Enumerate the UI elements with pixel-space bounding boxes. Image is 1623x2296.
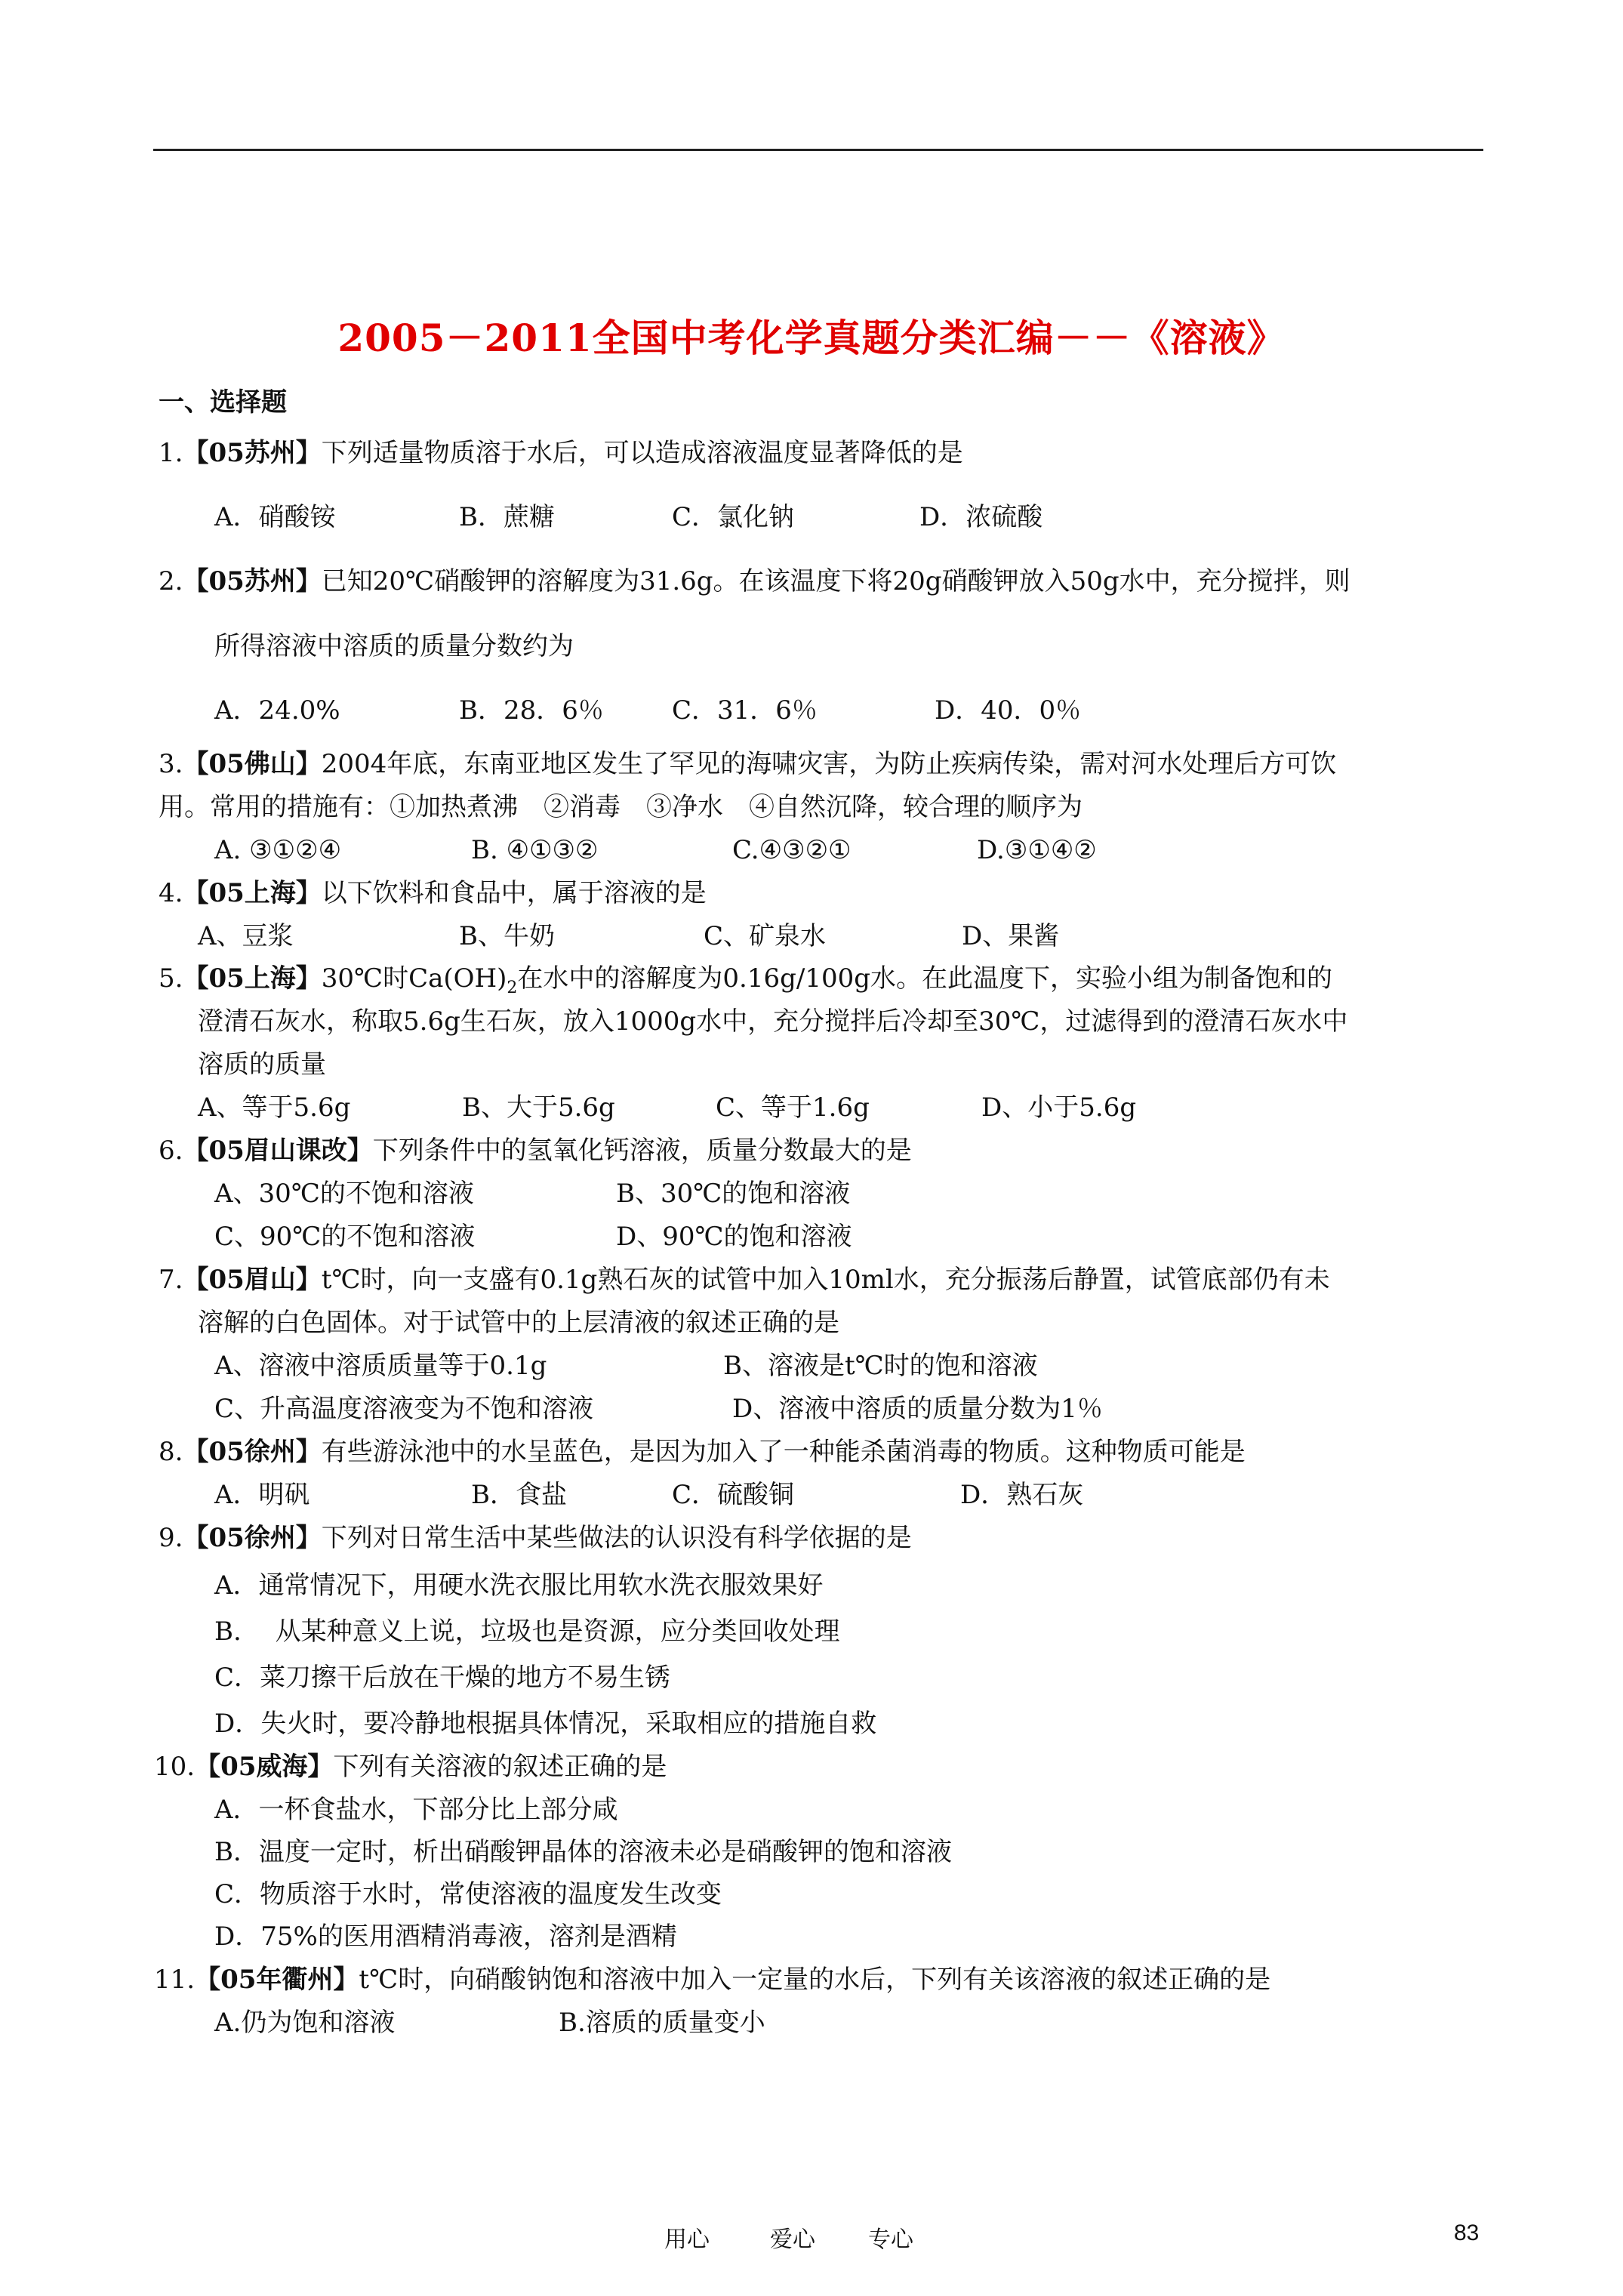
- option-a: A、30℃的不饱和溶液: [214, 1179, 474, 1209]
- question-6: [159, 1136, 912, 1166]
- question-text: t℃时，向硝酸钠饱和溶液中加入一定量的水后，下列有关该溶液的叙述正确的是: [359, 1965, 1271, 1995]
- option-c: C．硫酸铜: [672, 1480, 795, 1510]
- option-a: A．一杯食盐水，下部分比上部分咸: [214, 1795, 618, 1825]
- option-c: C、90℃的不饱和溶液: [214, 1222, 476, 1252]
- option-a: A.仍为饱和溶液: [214, 2008, 396, 2038]
- page-number: 83: [1454, 2220, 1480, 2245]
- option-c: C．物质溶于水时，常使溶液的温度发生改变: [214, 1879, 722, 1909]
- option-d: D.③①④②: [977, 835, 1097, 865]
- option-d: D、果酱: [962, 921, 1060, 951]
- header-rule: [153, 149, 1483, 151]
- question-text: 下列适量物质溶于水后，可以造成溶液温度显著降低的是: [321, 438, 963, 468]
- question-source-tag: 【05徐州】: [183, 1437, 322, 1467]
- question-source-tag: 【05年衢州】: [195, 1965, 359, 1995]
- question-3: [159, 749, 1336, 779]
- question-5: [159, 963, 1332, 1003]
- question-text: 30℃时Ca(OH): [321, 963, 507, 994]
- question-10: [154, 1752, 667, 1782]
- question-number: 3.: [159, 749, 183, 779]
- question-text-continued: 所得溶液中溶质的质量分数约为: [214, 631, 574, 661]
- option-b: B．食盐: [471, 1480, 567, 1510]
- option-b: B. ④①③②: [471, 835, 599, 865]
- option-a: A、溶液中溶质质量等于0.1g: [214, 1351, 547, 1381]
- question-text: 2004年底，东南亚地区发生了罕见的海啸灾害，为防止疾病传染，需对河水处理后方可饮: [321, 749, 1337, 779]
- option-b: B、牛奶: [459, 921, 555, 951]
- question-2: [159, 566, 1350, 596]
- question-source-tag: 【05眉山】: [183, 1265, 322, 1295]
- question-source-tag: 【05苏州】: [183, 566, 322, 596]
- question-text: 有些游泳池中的水呈蓝色，是因为加入了一种能杀菌消毒的物质。这种物质可能是: [321, 1437, 1246, 1467]
- option-b: B、溶液是t℃时的饱和溶液: [723, 1351, 1038, 1381]
- question-number: 7.: [159, 1265, 183, 1295]
- question-1: [159, 438, 963, 468]
- option-b: B.溶质的质量变小: [559, 2008, 765, 2038]
- option-d: D．浓硫酸: [919, 502, 1043, 532]
- subscript: 2: [507, 978, 518, 997]
- option-d: D、溶液中溶质的质量分数为1％: [732, 1394, 1103, 1424]
- document-title: 2005－2011全国中考化学真题分类汇编－－《溶液》: [337, 316, 1286, 360]
- question-number: 9.: [159, 1523, 183, 1553]
- option-d: D．75%的医用酒精消毒液，溶剂是酒精: [214, 1922, 677, 1952]
- question-source-tag: 【05苏州】: [183, 438, 322, 468]
- question-text-continued: 用。常用的措施有：①加热煮沸 ②消毒 ③净水 ④自然沉降，较合理的顺序为: [159, 792, 1083, 822]
- question-text: 下列有关溶液的叙述正确的是: [333, 1752, 667, 1782]
- question-number: 4.: [159, 878, 183, 908]
- option-c: C．菜刀擦干后放在干燥的地方不易生锈: [214, 1663, 671, 1693]
- question-text-continued: 溶质的质量: [198, 1049, 326, 1080]
- option-b: B、大于5.6g: [462, 1093, 615, 1123]
- question-number: 1.: [159, 438, 183, 468]
- option-d: D、小于5.6g: [981, 1093, 1137, 1123]
- question-source-tag: 【05眉山课改】: [183, 1136, 373, 1166]
- question-source-tag: 【05上海】: [183, 878, 322, 908]
- option-a: A. ③①②④: [214, 835, 342, 865]
- question-11: [154, 1965, 1270, 1995]
- option-b: B．温度一定时，析出硝酸钾晶体的溶液未必是硝酸钾的饱和溶液: [214, 1837, 952, 1867]
- question-text: 已知20℃硝酸钾的溶解度为31.6g。在该温度下将20g硝酸钾放入50g水中，充分搅拌，则: [321, 566, 1350, 596]
- question-text: 以下饮料和食品中，属于溶液的是: [321, 878, 707, 908]
- option-d: D．熟石灰: [960, 1480, 1084, 1510]
- option-d: D．失火时，要冷静地根据具体情况，采取相应的措施自救: [214, 1709, 877, 1739]
- option-b: B. 从某种意义上说，垃圾也是资源，应分类回收处理: [214, 1616, 840, 1647]
- question-number: 8.: [159, 1437, 183, 1467]
- question-7: [159, 1265, 1330, 1295]
- option-a: A．通常情况下，用硬水洗衣服比用软水洗衣服效果好: [214, 1570, 824, 1601]
- question-text: 在水中的溶解度为0.16g/100g水。在此温度下，实验小组为制备饱和的: [517, 963, 1333, 994]
- option-b: B．蔗糖: [459, 502, 555, 532]
- question-number: 2.: [159, 566, 183, 596]
- option-b: B、30℃的饱和溶液: [616, 1179, 851, 1209]
- question-number: 5.: [159, 963, 183, 994]
- option-c: C、矿泉水: [704, 921, 827, 951]
- option-c: C．31．6％: [672, 695, 818, 726]
- option-b: B．28．6％: [459, 695, 604, 726]
- option-c: C、升高温度溶液变为不饱和溶液: [214, 1394, 594, 1424]
- question-text: 下列对日常生活中某些做法的认识没有科学依据的是: [321, 1523, 912, 1553]
- question-text-continued: 溶解的白色固体。对于试管中的上层清液的叙述正确的是: [198, 1308, 839, 1338]
- question-source-tag: 【05徐州】: [183, 1523, 322, 1553]
- option-a: A．硝酸铵: [214, 502, 336, 532]
- question-source-tag: 【05威海】: [195, 1752, 334, 1782]
- question-number: 11.: [154, 1965, 196, 1995]
- option-a: A．24.0%: [214, 695, 340, 726]
- question-4: [159, 878, 707, 908]
- option-a: A、豆浆: [198, 921, 294, 951]
- question-text-continued: 澄清石灰水，称取5.6g生石灰，放入1000g水中，充分搅拌后冷却至30℃，过滤得到的澄清石灰水中: [198, 1006, 1348, 1037]
- option-c: C.④③②①: [732, 835, 852, 865]
- option-d: D、90℃的饱和溶液: [616, 1222, 852, 1252]
- question-text: t℃时，向一支盛有0.1g熟石灰的试管中加入10ml水，充分振荡后静置，试管底部仍有未: [321, 1265, 1330, 1295]
- question-source-tag: 【05佛山】: [183, 749, 322, 779]
- question-number: 6.: [159, 1136, 183, 1166]
- question-text: 下列条件中的氢氧化钙溶液，质量分数最大的是: [372, 1136, 912, 1166]
- section-heading: 一、选择题: [159, 387, 287, 418]
- question-source-tag: 【05上海】: [183, 963, 322, 994]
- option-c: C．氯化钠: [672, 502, 795, 532]
- footer-text: 爱心: [770, 2227, 815, 2253]
- question-number: 10.: [154, 1752, 196, 1782]
- question-8: [159, 1437, 1246, 1467]
- question-9: [159, 1523, 912, 1553]
- footer-text: 用心: [664, 2227, 710, 2253]
- option-c: C、等于1.6g: [716, 1093, 870, 1123]
- option-d: D．40．0％: [935, 695, 1082, 726]
- option-a: A．明矾: [214, 1480, 310, 1510]
- option-a: A、等于5.6g: [198, 1093, 351, 1123]
- footer-text: 专心: [868, 2227, 913, 2253]
